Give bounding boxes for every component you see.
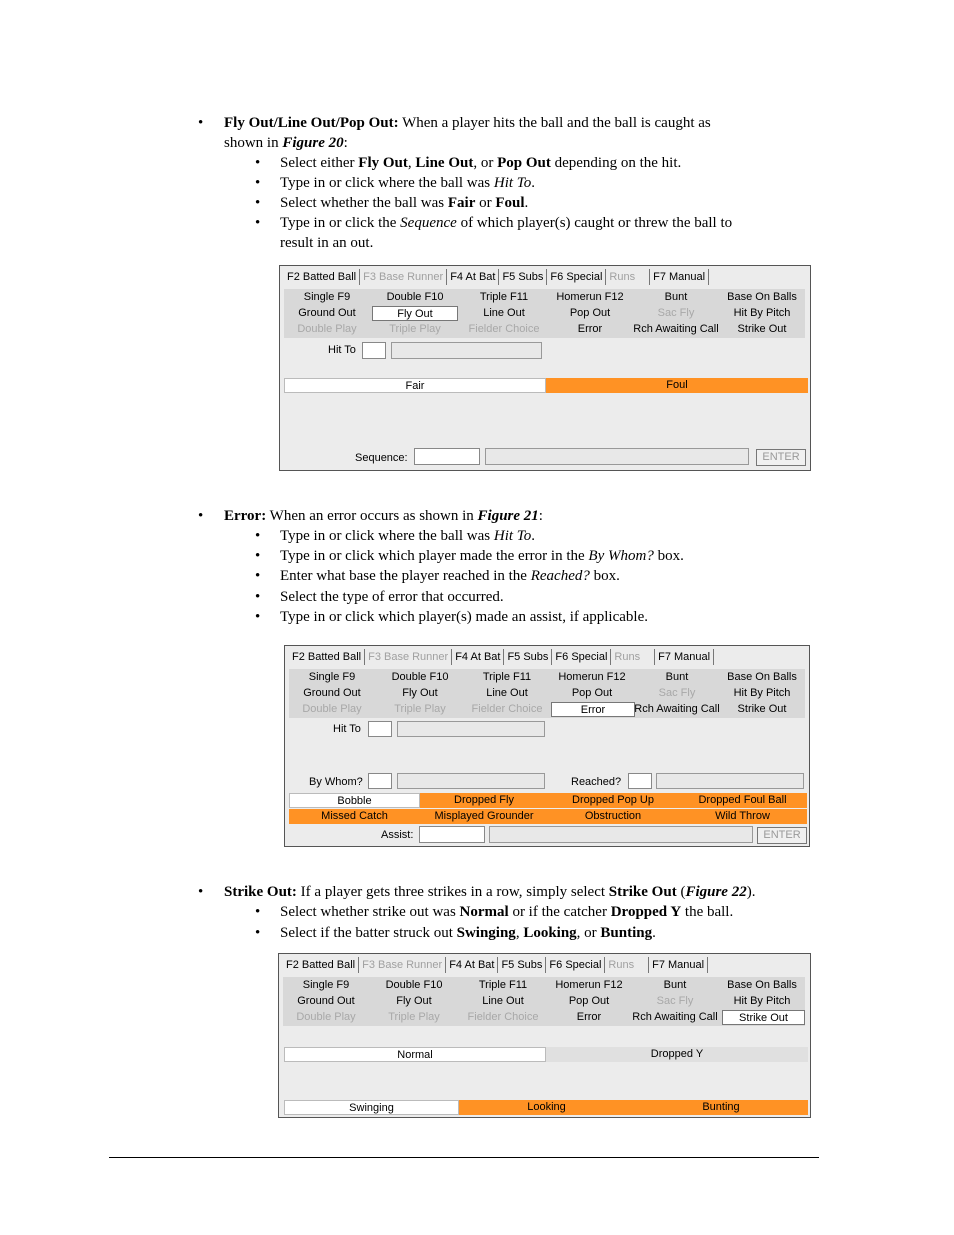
bullet-dot: • [255,568,261,584]
term: Normal [459,904,509,920]
tab-runs[interactable]: Runs [605,957,649,973]
text: . [531,175,536,191]
by-whom-input[interactable] [368,773,392,789]
error-button[interactable]: Error [551,702,635,717]
sac-fly-button[interactable]: Sac Fly [658,687,696,699]
bunt-button[interactable]: Bunt [665,671,689,683]
base-on-balls-button[interactable]: Base On Balls [727,671,797,683]
text: Type in or click where the ball was [280,175,494,191]
line-out-button[interactable]: Line Out [482,995,524,1007]
text: . [524,195,529,211]
obstruction-button[interactable]: Obstruction [548,809,678,824]
bullet-item: Type in or click which player(s) made an assist, if applicable. [280,609,648,625]
tab-special[interactable]: F6 Special [546,957,605,973]
base-on-balls-button[interactable]: Base On Balls [727,979,797,991]
bunt-button[interactable]: Bunt [664,291,688,303]
term: Sequence [400,215,457,231]
rch-awaiting-call-button[interactable]: Rch Awaiting Call [632,1011,718,1023]
single-button[interactable]: Single F9 [302,979,350,991]
hit-to-input[interactable] [362,342,386,359]
figure-21-panel [284,645,810,847]
rch-awaiting-call-button[interactable]: Rch Awaiting Call [633,323,719,335]
term: Dropped Y [610,904,682,920]
term: Bunting [600,925,653,941]
error-button[interactable]: Error [576,1011,602,1023]
section-strike-out-intro [224,882,755,902]
single-button[interactable]: Single F9 [308,671,356,683]
fielder-choice-button[interactable]: Fielder Choice [471,703,543,715]
bunting-button[interactable]: Bunting [634,1100,808,1115]
section-fly-out-intro [224,113,711,133]
tab-base-runner[interactable]: F3 Base Runner [360,269,447,285]
bullet-dot: • [255,589,261,605]
bullet-item [280,213,732,233]
bullet-dot: • [255,528,261,544]
double-button[interactable]: Double F10 [391,671,449,683]
strike-out-button[interactable]: Strike Out [737,323,787,335]
text: box. [589,568,620,584]
triple-play-button[interactable]: Triple Play [388,1011,440,1023]
homerun-button[interactable]: Homerun F12 [555,979,623,991]
tab-special[interactable]: F6 Special [547,269,606,285]
text: Select either [280,155,359,171]
hit-by-pitch-button[interactable]: Hit By Pitch [733,995,791,1007]
error-button[interactable]: Error [577,323,603,335]
dropped-fly-button[interactable]: Dropped Fly [420,793,548,808]
strike-out-button[interactable]: Strike Out [737,703,787,715]
text: Type in or click the [280,215,401,231]
text: Select whether the ball was [280,195,448,211]
bullet-item [280,902,733,922]
figure-ref: Figure 22 [685,884,747,900]
double-button[interactable]: Double F10 [385,979,443,991]
term: By Whom? [588,548,654,564]
swinging-button[interactable]: Swinging [284,1100,459,1115]
tab-bar [284,269,709,287]
bullet-dot: • [255,548,261,564]
bullet-item-continued: result in an out. [280,235,374,251]
term: Hit To [493,528,532,544]
tab-manual[interactable]: F7 Manual [655,649,714,665]
enter-button[interactable]: ENTER [757,827,807,844]
figure-22-panel [278,953,811,1118]
intro-text: ( [676,884,686,900]
triple-button[interactable]: Triple F11 [478,979,528,991]
assist-label: Assist: [381,829,414,841]
bullet-item [280,546,684,566]
figure-20-panel [279,265,811,471]
play-grid [283,977,805,1026]
section-fly-out-intro-2 [224,133,348,153]
bullet-item [280,193,528,213]
missed-catch-button[interactable]: Missed Catch [289,809,420,824]
fielder-choice-button[interactable]: Fielder Choice [468,323,540,335]
tab-subs[interactable]: F5 Subs [498,957,546,973]
hit-to-field-display[interactable] [391,342,542,359]
text: of which player(s) caught or threw the ball to [456,215,733,231]
tab-bar [283,957,708,975]
bullet-dot: • [255,609,261,625]
term: Fair [447,195,476,211]
tab-subs[interactable]: F5 Subs [499,269,547,285]
intro-text: When an error occurs as shown in [266,508,478,524]
text: or [475,195,496,211]
tab-special[interactable]: F6 Special [552,649,611,665]
term: Line Out [415,155,474,171]
enter-button[interactable]: ENTER [756,449,806,466]
triple-button[interactable]: Triple F11 [482,671,532,683]
fair-button[interactable]: Fair [284,378,546,393]
ground-out-button[interactable]: Ground Out [297,995,355,1007]
double-play-button[interactable]: Double Play [302,703,362,715]
strike-out-button[interactable]: Strike Out [722,1010,805,1025]
assist-input[interactable] [419,826,485,843]
tab-at-bat[interactable]: F4 At Bat [446,957,498,973]
text: Type in or click where the ball was [280,528,494,544]
ground-out-button[interactable]: Ground Out [298,307,356,319]
triple-button[interactable]: Triple F11 [479,291,529,303]
text: Type in or click which player made the error in the [280,548,589,564]
sac-fly-button[interactable]: Sac Fly [656,995,694,1007]
bullet-dot: • [198,115,204,131]
bullet-dot: • [255,925,261,941]
intro-text: : [538,508,543,524]
text: box. [653,548,684,564]
bullet-dot: • [255,215,261,231]
term: Strike Out [608,884,677,900]
text: or if the catcher [508,904,611,920]
double-play-button[interactable]: Double Play [296,1011,356,1023]
hit-to-label: Hit To [333,723,361,735]
homerun-button[interactable]: Homerun F12 [558,671,626,683]
tab-manual[interactable]: F7 Manual [649,957,708,973]
bullet-item [280,173,535,193]
reached-display[interactable] [656,773,804,789]
fly-out-button[interactable]: Fly Out [396,995,432,1007]
term: Foul [495,195,525,211]
bunt-button[interactable]: Bunt [663,979,687,991]
ground-out-button[interactable]: Ground Out [303,687,361,699]
dropped-foul-ball-button[interactable]: Dropped Foul Ball [678,793,807,808]
reached-input[interactable] [628,773,652,789]
tab-at-bat[interactable]: F4 At Bat [452,649,504,665]
text: the ball. [681,904,734,920]
intro-text: shown in [224,135,283,151]
by-whom-display[interactable] [397,773,545,789]
bobble-button[interactable]: Bobble [289,793,420,808]
bullet-dot: • [255,904,261,920]
text: , or [473,155,498,171]
bullet-dot: • [255,155,261,171]
rch-awaiting-call-button[interactable]: Rch Awaiting Call [634,703,720,715]
pop-out-button[interactable]: Pop Out [568,995,610,1007]
bullet-item [280,566,620,586]
bullet-item [280,526,535,546]
line-out-button[interactable]: Line Out [483,307,525,319]
sequence-input[interactable] [414,448,480,465]
text: , [407,155,416,171]
play-grid [284,289,805,338]
fly-out-button[interactable]: Fly Out [402,687,438,699]
intro-text: ). [746,884,756,900]
term: Fly Out [358,155,408,171]
assist-display[interactable] [489,826,753,843]
term: Swinging [456,925,516,941]
tab-base-runner[interactable]: F3 Base Runner [365,649,452,665]
text: Select if the batter struck out [280,925,457,941]
hit-to-input[interactable] [368,721,392,737]
sequence-label: Sequence: [355,452,408,464]
by-whom-label: By Whom? [309,776,363,788]
text: . [531,528,536,544]
term: Reached? [530,568,590,584]
tab-bar [289,649,714,667]
tab-at-bat[interactable]: F4 At Bat [447,269,499,285]
normal-button[interactable]: Normal [284,1047,546,1062]
fielder-choice-button[interactable]: Fielder Choice [467,1011,539,1023]
term: Hit To [493,175,532,191]
tab-batted-ball[interactable]: F2 Batted Ball [289,649,365,665]
text: depending on the hit. [550,155,682,171]
misplayed-grounder-button[interactable]: Misplayed Grounder [420,809,548,824]
section-title: Error: [224,508,267,524]
pop-out-button[interactable]: Pop Out [571,687,613,699]
figure-ref: Figure 21 [477,508,539,524]
line-out-button[interactable]: Line Out [486,687,528,699]
term: Looking [523,925,577,941]
term: Pop Out [497,155,551,171]
footer-rule [109,1157,819,1158]
intro-text: : [343,135,348,151]
section-title: Strike Out: [224,884,297,900]
sequence-display[interactable] [485,448,749,465]
figure-ref: Figure 20 [282,135,344,151]
dropped-y-button[interactable]: Dropped Y [546,1047,808,1062]
reached-label: Reached? [571,776,622,788]
section-title: Fly Out/Line Out/Pop Out: [224,115,399,131]
bullet-item [280,923,656,943]
intro-text: If a player gets three strikes in a row, simply select [296,884,609,900]
base-on-balls-button[interactable]: Base On Balls [727,291,797,303]
homerun-button[interactable]: Homerun F12 [556,291,624,303]
bullet-dot: • [255,195,261,211]
tab-batted-ball[interactable]: F2 Batted Ball [284,269,360,285]
single-button[interactable]: Single F9 [303,291,351,303]
wild-throw-button[interactable]: Wild Throw [678,809,807,824]
double-button[interactable]: Double F10 [386,291,444,303]
tab-manual[interactable]: F7 Manual [650,269,709,285]
text: , or [576,925,601,941]
text: . [652,925,656,941]
fly-out-button[interactable]: Fly Out [372,306,458,321]
tab-subs[interactable]: F5 Subs [504,649,552,665]
tab-runs[interactable]: Runs [606,269,650,285]
triple-play-button[interactable]: Triple Play [389,323,441,335]
bullet-item [280,153,681,173]
bullet-dot: • [255,175,261,191]
play-grid [289,669,805,718]
bullet-item: Select the type of error that occurred. [280,589,504,605]
dropped-pop-up-button[interactable]: Dropped Pop Up [548,793,678,808]
intro-text: When a player hits the ball and the ball is caught as [398,115,711,131]
tab-base-runner[interactable]: F3 Base Runner [359,957,446,973]
pop-out-button[interactable]: Pop Out [569,307,611,319]
sac-fly-button[interactable]: Sac Fly [657,307,695,319]
looking-button[interactable]: Looking [459,1100,634,1115]
hit-to-field-display[interactable] [397,721,545,737]
hit-by-pitch-button[interactable]: Hit By Pitch [733,687,791,699]
text: Select whether strike out was [280,904,460,920]
hit-to-label: Hit To [328,344,356,356]
text: , [515,925,524,941]
bullet-dot: • [198,508,204,524]
tab-runs[interactable]: Runs [611,649,655,665]
foul-button[interactable]: Foul [546,378,808,393]
tab-batted-ball[interactable]: F2 Batted Ball [283,957,359,973]
text: Enter what base the player reached in the [280,568,531,584]
double-play-button[interactable]: Double Play [297,323,357,335]
hit-by-pitch-button[interactable]: Hit By Pitch [733,307,791,319]
triple-play-button[interactable]: Triple Play [394,703,446,715]
bullet-dot: • [198,884,204,900]
section-error-intro [224,506,543,526]
